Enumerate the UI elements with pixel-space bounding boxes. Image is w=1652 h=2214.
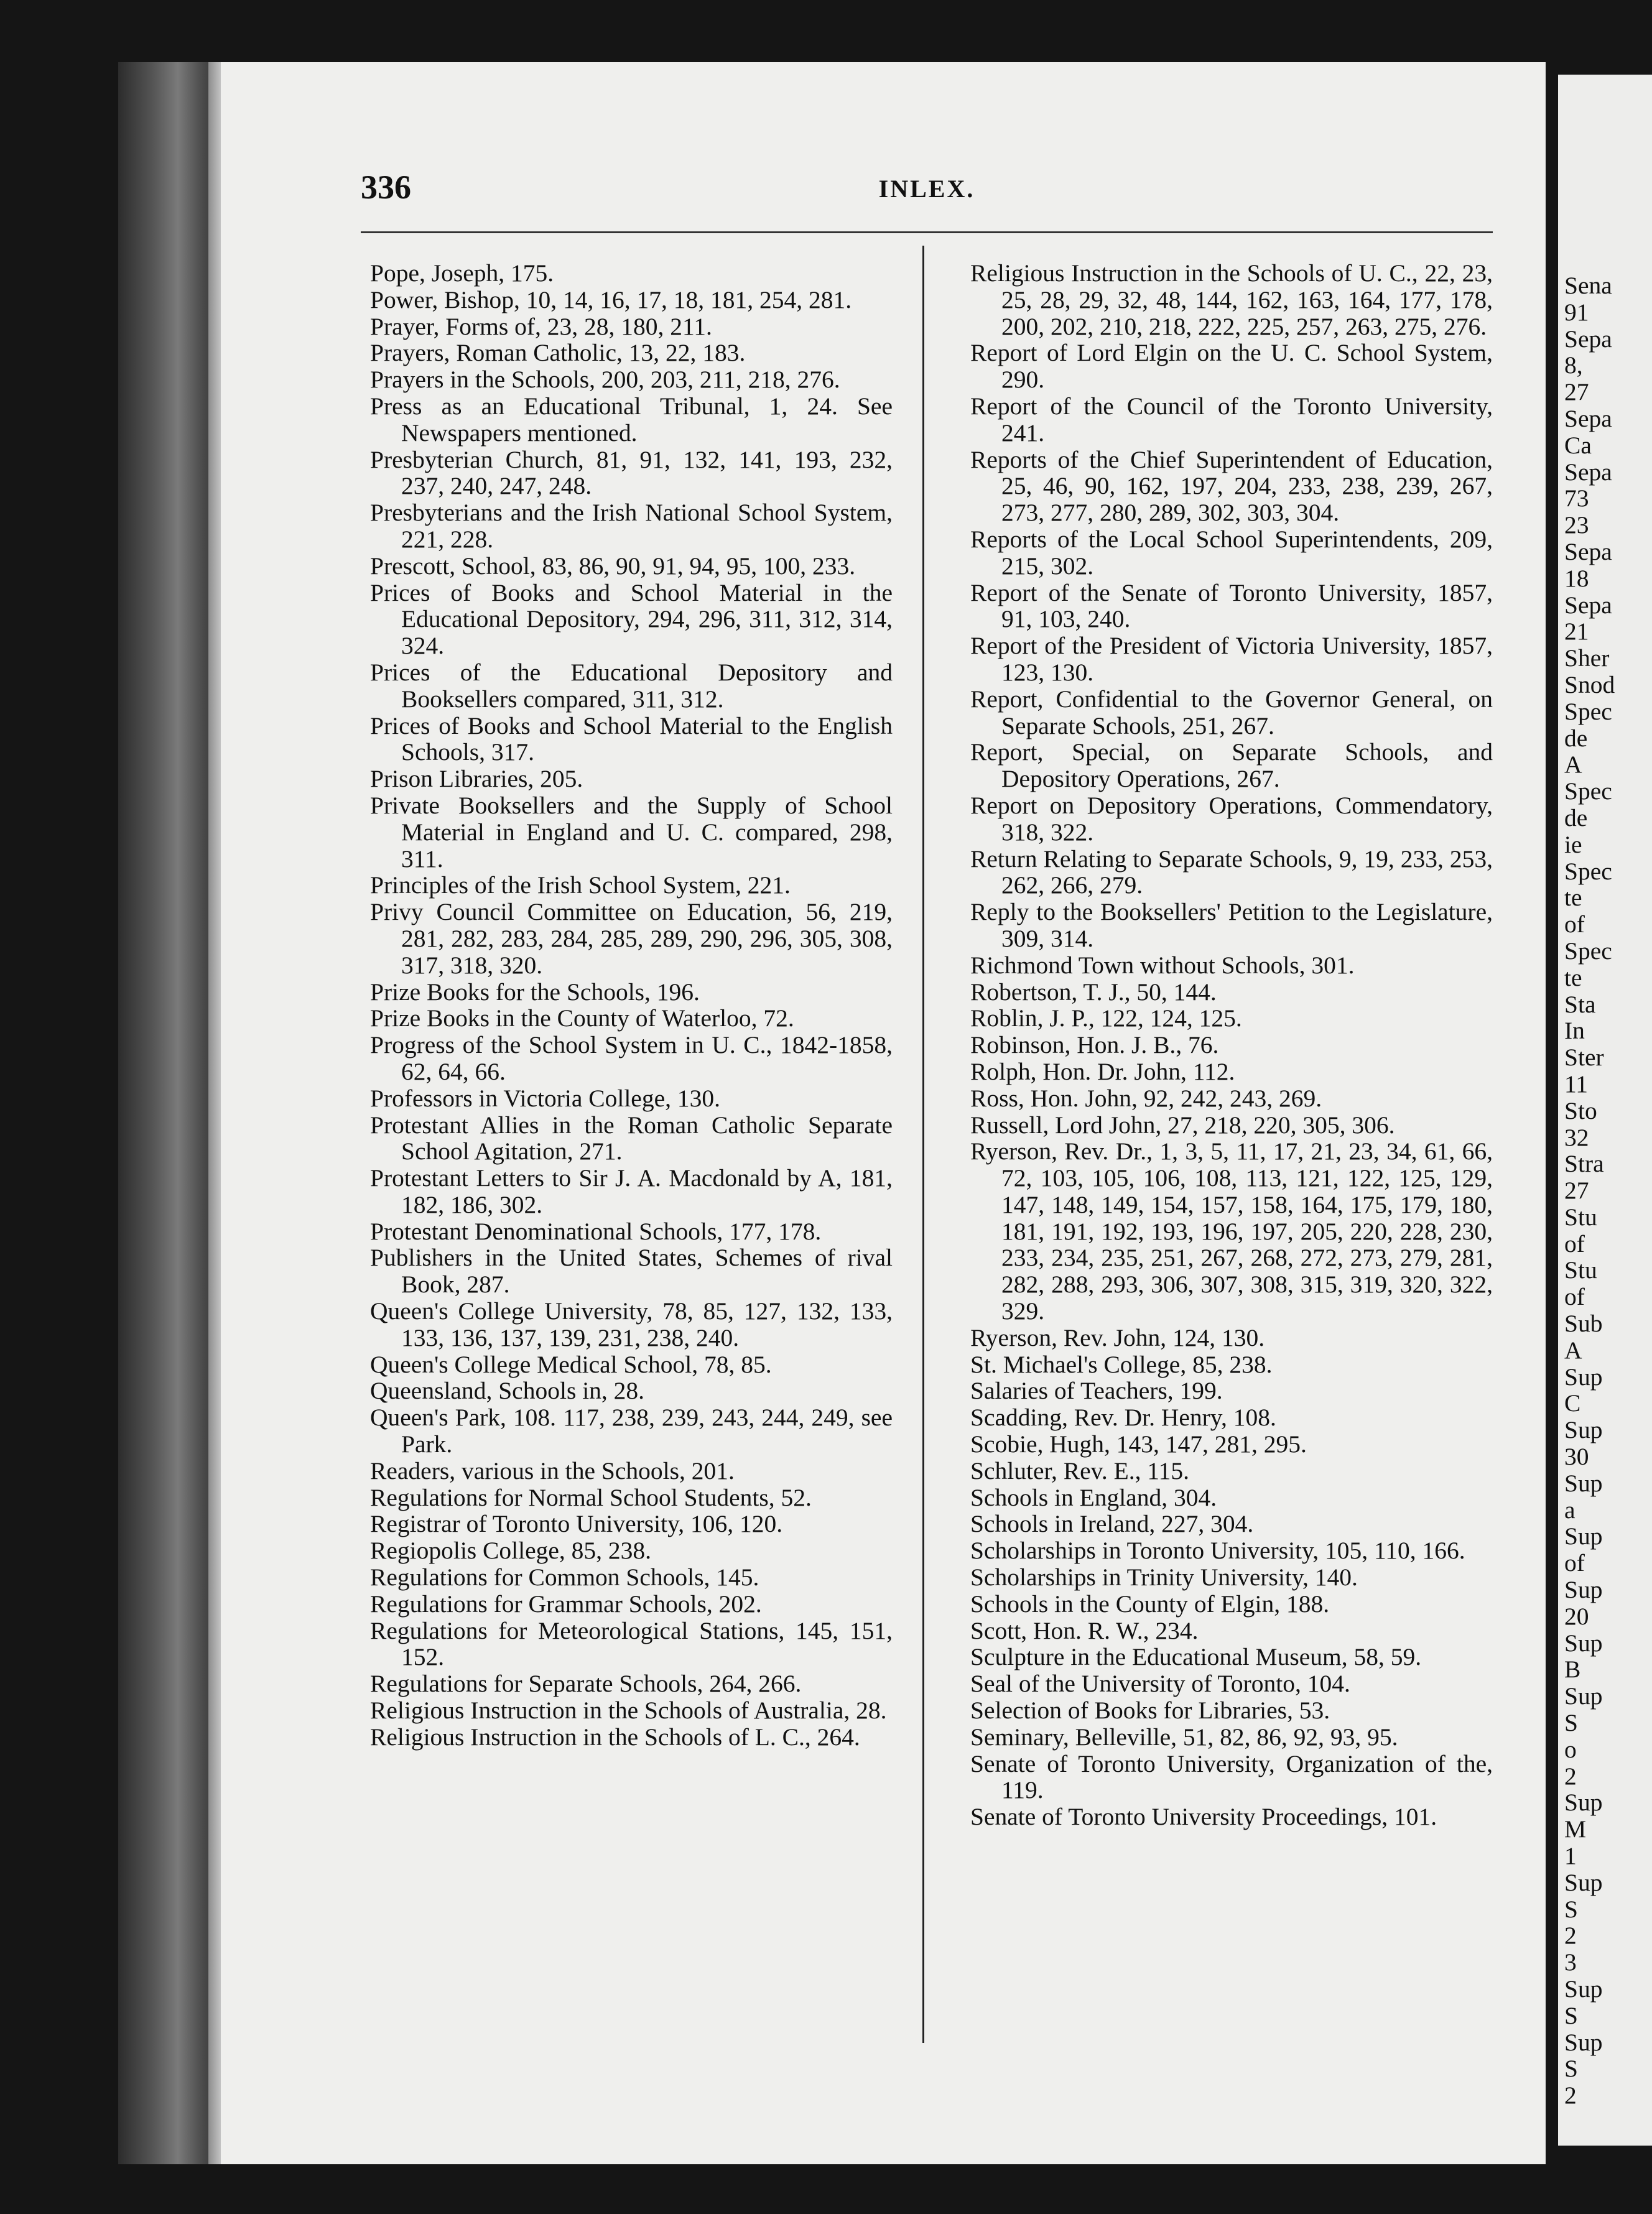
index-entry: Protestant Letters to Sir J. A. Macdonald by A, 181, 182, 186, 302. (370, 1164, 893, 1218)
fragment-line: a (1564, 1496, 1575, 1524)
fragment-line: te (1564, 884, 1582, 912)
fragment-line: Sup (1564, 1868, 1603, 1896)
index-entry: Report of Lord Elgin on the U. C. School System, 290. (970, 339, 1493, 394)
fragment-line: Snod (1564, 670, 1615, 698)
index-entry: Presbyterian Church, 81, 91, 132, 141, 193, 232, 237, 240, 247, 248. (370, 445, 893, 500)
index-entry: Schools in the County of Elgin, 188. (970, 1590, 1330, 1618)
fragment-line: 30 (1564, 1443, 1589, 1471)
fragment-line: 11 (1564, 1070, 1589, 1098)
index-entry: Pope, Joseph, 175. (370, 259, 554, 287)
index-entry: Regiopolis College, 85, 238. (370, 1537, 652, 1565)
index-entry: Robertson, T. J., 50, 144. (970, 978, 1217, 1006)
index-entry: Private Booksellers and the Supply of School Material in England and U. C. compared, 298, 311. (370, 791, 893, 873)
index-entry: Privy Council Committee on Education, 56, 219, 281, 282, 283, 284, 285, 289, 290, 296, 305, 308, 317, 318, 320. (370, 898, 893, 979)
fragment-line: Sepa (1564, 404, 1612, 432)
index-entry: Protestant Allies in the Roman Catholic Separate School Agitation, 271. (370, 1111, 893, 1165)
index-entry: Roblin, J. P., 122, 124, 125. (970, 1004, 1242, 1032)
index-entry: Queen's Park, 108. 117, 238, 239, 243, 244, 249, see Park. (370, 1404, 893, 1458)
running-head: INLEX. (878, 175, 975, 203)
fragment-line: Sepa (1564, 591, 1612, 619)
index-entry: Scholarships in Trinity University, 140. (970, 1563, 1358, 1591)
index-entry: Report on Depository Operations, Commendatory, 318, 322. (970, 791, 1493, 846)
index-entry: Professors in Victoria College, 130. (370, 1084, 720, 1112)
index-entry: Prices of the Educational Depository and Booksellers compared, 311, 312. (370, 658, 893, 713)
index-entry: Regulations for Normal School Students, 52. (370, 1483, 812, 1511)
book-spine (118, 62, 218, 2164)
index-entry: Scadding, Rev. Dr. Henry, 108. (970, 1404, 1276, 1432)
fragment-line: Stu (1564, 1256, 1597, 1284)
index-entry: Return Relating to Separate Schools, 9, 19, 233, 253, 262, 266, 279. (970, 845, 1493, 899)
fragment-line: 20 (1564, 1602, 1589, 1630)
index-entry: Publishers in the United States, Schemes of rival Book, 287. (370, 1244, 893, 1299)
fragment-line: Sepa (1564, 458, 1612, 486)
fragment-line: In (1564, 1017, 1585, 1045)
fragment-line: de (1564, 804, 1588, 831)
index-entry: Protestant Denominational Schools, 177, 178. (370, 1217, 822, 1245)
fragment-line: 23 (1564, 511, 1589, 539)
index-entry: Ryerson, Rev. John, 124, 130. (970, 1323, 1265, 1351)
fragment-line: C (1564, 1389, 1581, 1417)
next-page-fragment (1558, 75, 1652, 2146)
index-entry: Queen's College Medical School, 78, 85. (370, 1350, 772, 1378)
fragment-line: Spec (1564, 697, 1612, 725)
index-entry: Queensland, Schools in, 28. (370, 1377, 645, 1405)
header-rule (361, 231, 1493, 233)
fragment-line: Sepa (1564, 537, 1612, 565)
index-entry: Schools in England, 304. (970, 1483, 1217, 1511)
fragment-line: M (1564, 1815, 1587, 1843)
fragment-line: of (1564, 1230, 1585, 1258)
index-entry: Scott, Hon. R. W., 234. (970, 1616, 1199, 1644)
fragment-line: 21 (1564, 618, 1589, 646)
index-entry: Prayers in the Schools, 200, 203, 211, 218, 276. (370, 366, 840, 394)
index-entry: Selection of Books for Libraries, 53. (970, 1697, 1330, 1725)
index-entry: Scholarships in Toronto University, 105, 110, 166. (970, 1537, 1465, 1565)
fragment-line: Sub (1564, 1310, 1603, 1338)
fragment-line: S (1564, 2055, 1578, 2083)
fragment-line: Stra (1564, 1150, 1604, 1178)
fragment-line: 73 (1564, 484, 1589, 512)
fragment-line: Sup (1564, 1522, 1603, 1550)
fragment-line: Spec (1564, 937, 1612, 965)
index-entry: Prayers, Roman Catholic, 13, 22, 183. (370, 339, 746, 367)
fragment-line: B (1564, 1656, 1581, 1684)
index-entry: Power, Bishop, 10, 14, 16, 17, 18, 181, 254, 281. (370, 285, 852, 313)
index-entry: Russell, Lord John, 27, 218, 220, 305, 306. (970, 1111, 1395, 1139)
page-number: 336 (361, 169, 411, 206)
fragment-line: o (1564, 1735, 1577, 1763)
index-entry: Salaries of Teachers, 199. (970, 1377, 1223, 1405)
fragment-line: of (1564, 910, 1585, 938)
fragment-line: S (1564, 2001, 1578, 2029)
index-entry: Prices of Books and School Material to the English Schools, 317. (370, 711, 893, 766)
index-entry: Reply to the Booksellers' Petition to the Legislature, 309, 314. (970, 898, 1493, 952)
index-entry: Religious Instruction in the Schools of Australia, 28. (370, 1697, 887, 1725)
index-entry: Rolph, Hon. Dr. John, 112. (970, 1057, 1235, 1085)
fragment-line: Stu (1564, 1203, 1597, 1231)
index-entry: Schluter, Rev. E., 115. (970, 1457, 1190, 1484)
fragment-line: de (1564, 724, 1588, 752)
index-entry: Ross, Hon. John, 92, 242, 243, 269. (970, 1084, 1322, 1112)
fragment-line: Sup (1564, 1629, 1603, 1657)
fragment-line: Sena (1564, 272, 1612, 299)
index-entry: Richmond Town without Schools, 301. (970, 951, 1355, 979)
index-entry: Principles of the Irish School System, 221. (370, 871, 791, 899)
index-entry: Senate of Toronto University Proceedings, 101. (970, 1803, 1437, 1831)
fragment-line: Sup (1564, 1789, 1603, 1817)
index-entry: Prescott, School, 83, 86, 90, 91, 94, 95, 100, 233. (370, 552, 856, 580)
fragment-line: 2 (1564, 1762, 1577, 1790)
fragment-line: 18 (1564, 564, 1589, 592)
index-entry: Reports of the Chief Superintendent of Education, 25, 46, 90, 162, 197, 204, 233, 238, 239, 267, 273, 277, 280, 289, 302, 303, 304. (970, 445, 1493, 527)
index-entry: Prize Books for the Schools, 196. (370, 978, 700, 1006)
index-entry: Regulations for Common Schools, 145. (370, 1563, 759, 1591)
fragment-line: 27 (1564, 1177, 1589, 1205)
next-page-column (1564, 272, 1615, 2109)
index-entry: Prices of Books and School Material in the Educational Depository, 294, 296, 311, 312, 314, 324. (370, 578, 893, 660)
index-entry: Reports of the Local School Superintendents, 209, 215, 302. (970, 525, 1493, 580)
fragment-line: A (1564, 1336, 1582, 1364)
index-entry: Religious Instruction in the Schools of L. C., 264. (370, 1723, 860, 1751)
index-entry: Schools in Ireland, 227, 304. (970, 1510, 1254, 1538)
index-entry: Prayer, Forms of, 23, 28, 180, 211. (370, 312, 712, 340)
index-entry: Readers, various in the Schools, 201. (370, 1457, 735, 1484)
fragment-line: A (1564, 751, 1582, 779)
fragment-line: Sup (1564, 1576, 1603, 1604)
fragment-line: Ster (1564, 1044, 1604, 1072)
fragment-line: of (1564, 1283, 1585, 1311)
index-entry: Robinson, Hon. J. B., 76. (970, 1031, 1219, 1059)
index-entry: Queen's College University, 78, 85, 127, 132, 133, 133, 136, 137, 139, 231, 238, 240. (370, 1297, 893, 1351)
fragment-line: 32 (1564, 1123, 1589, 1151)
index-entry: Presbyterians and the Irish National School System, 221, 228. (370, 499, 893, 553)
index-entry: Report of the President of Victoria University, 1857, 123, 130. (970, 632, 1493, 686)
fragment-line: Sto (1564, 1096, 1597, 1124)
fragment-line: 1 (1564, 1842, 1577, 1870)
fragment-line: 27 (1564, 378, 1589, 406)
fragment-line: Sup (1564, 1416, 1603, 1444)
index-entry: Scobie, Hugh, 143, 147, 281, 295. (970, 1430, 1307, 1458)
index-entry: Report, Confidential to the Governor General, on Separate Schools, 251, 267. (970, 685, 1493, 739)
column-divider (922, 246, 924, 2043)
fragment-line: Sta (1564, 990, 1596, 1018)
fragment-line: Spec (1564, 857, 1612, 885)
fragment-line: 8, (1564, 351, 1583, 379)
index-entry: Regulations for Meteorological Stations, 145, 151, 152. (370, 1616, 893, 1671)
page-edge (208, 62, 222, 2164)
index-entry: Progress of the School System in U. C., 1842-1858, 62, 64, 66. (370, 1031, 893, 1085)
index-entry: Prison Libraries, 205. (370, 765, 583, 793)
fragment-line: Sher (1564, 644, 1610, 672)
index-entry: St. Michael's College, 85, 238. (970, 1350, 1273, 1378)
fragment-line: of (1564, 1549, 1585, 1577)
index-entry: Sculpture in the Educational Museum, 58, 59. (970, 1643, 1422, 1671)
fragment-line: S (1564, 1895, 1578, 1923)
fragment-line: ie (1564, 830, 1582, 858)
fragment-line: Sup (1564, 2028, 1603, 2056)
fragment-line: Sup (1564, 1363, 1603, 1391)
page-header (361, 168, 1493, 224)
fragment-line: Sepa (1564, 325, 1612, 353)
index-entry: Seminary, Belleville, 51, 82, 86, 92, 93, 95. (970, 1723, 1398, 1751)
index-column-right (970, 260, 1493, 1830)
fragment-line: 91 (1564, 298, 1589, 326)
index-entry: Senate of Toronto University, Organization of the, 119. (970, 1749, 1493, 1804)
index-column-left (370, 260, 893, 1751)
fragment-line: S (1564, 1709, 1578, 1737)
index-entry: Seal of the University of Toronto, 104. (970, 1670, 1350, 1698)
index-page (221, 62, 1546, 2164)
fragment-line: 2 (1564, 2082, 1577, 2110)
index-entry: Religious Instruction in the Schools of U. C., 22, 23, 25, 28, 29, 32, 48, 144, 162, 163, 164, 177, 178, 200, 202, 210, 218, 222, 225, 257, 263, 275, 276. (970, 259, 1493, 340)
index-entry: Ryerson, Rev. Dr., 1, 3, 5, 11, 17, 21, 23, 34, 61, 66, 72, 103, 105, 106, 108, 113, 121, 122, 125, 129, 147, 148, 149, 154, 157, 158, 164, 175, 179, 180, 181, 191, 192, 193, 196, 197, 205, 220, 228, 230, 233, 234, 235, 251, 267, 268, 272, 273, 279, 281, 282, 288, 293, 306, 307, 308, 315, 319, 320, 322, 329. (970, 1137, 1493, 1325)
index-entry: Press as an Educational Tribunal, 1, 24. See Newspapers mentioned. (370, 392, 893, 447)
index-entry: Report of the Council of the Toronto University, 241. (970, 392, 1493, 447)
fragment-line: te (1564, 963, 1582, 991)
index-entry: Report of the Senate of Toronto University, 1857, 91, 103, 240. (970, 578, 1493, 633)
index-entry: Report, Special, on Separate Schools, and Depository Operations, 267. (970, 738, 1493, 793)
fragment-line: Spec (1564, 777, 1612, 805)
index-entry: Prize Books in the County of Waterloo, 72. (370, 1004, 794, 1032)
fragment-line: Sup (1564, 1975, 1603, 2003)
index-entry: Registrar of Toronto University, 106, 120. (370, 1510, 783, 1538)
fragment-line: 2 (1564, 1922, 1577, 1950)
index-entry: Regulations for Grammar Schools, 202. (370, 1590, 762, 1618)
fragment-line: 3 (1564, 1948, 1577, 1976)
fragment-line: Sup (1564, 1469, 1603, 1497)
fragment-line: Ca (1564, 431, 1592, 459)
fragment-line: Sup (1564, 1682, 1603, 1710)
index-entry: Regulations for Separate Schools, 264, 266. (370, 1670, 802, 1698)
